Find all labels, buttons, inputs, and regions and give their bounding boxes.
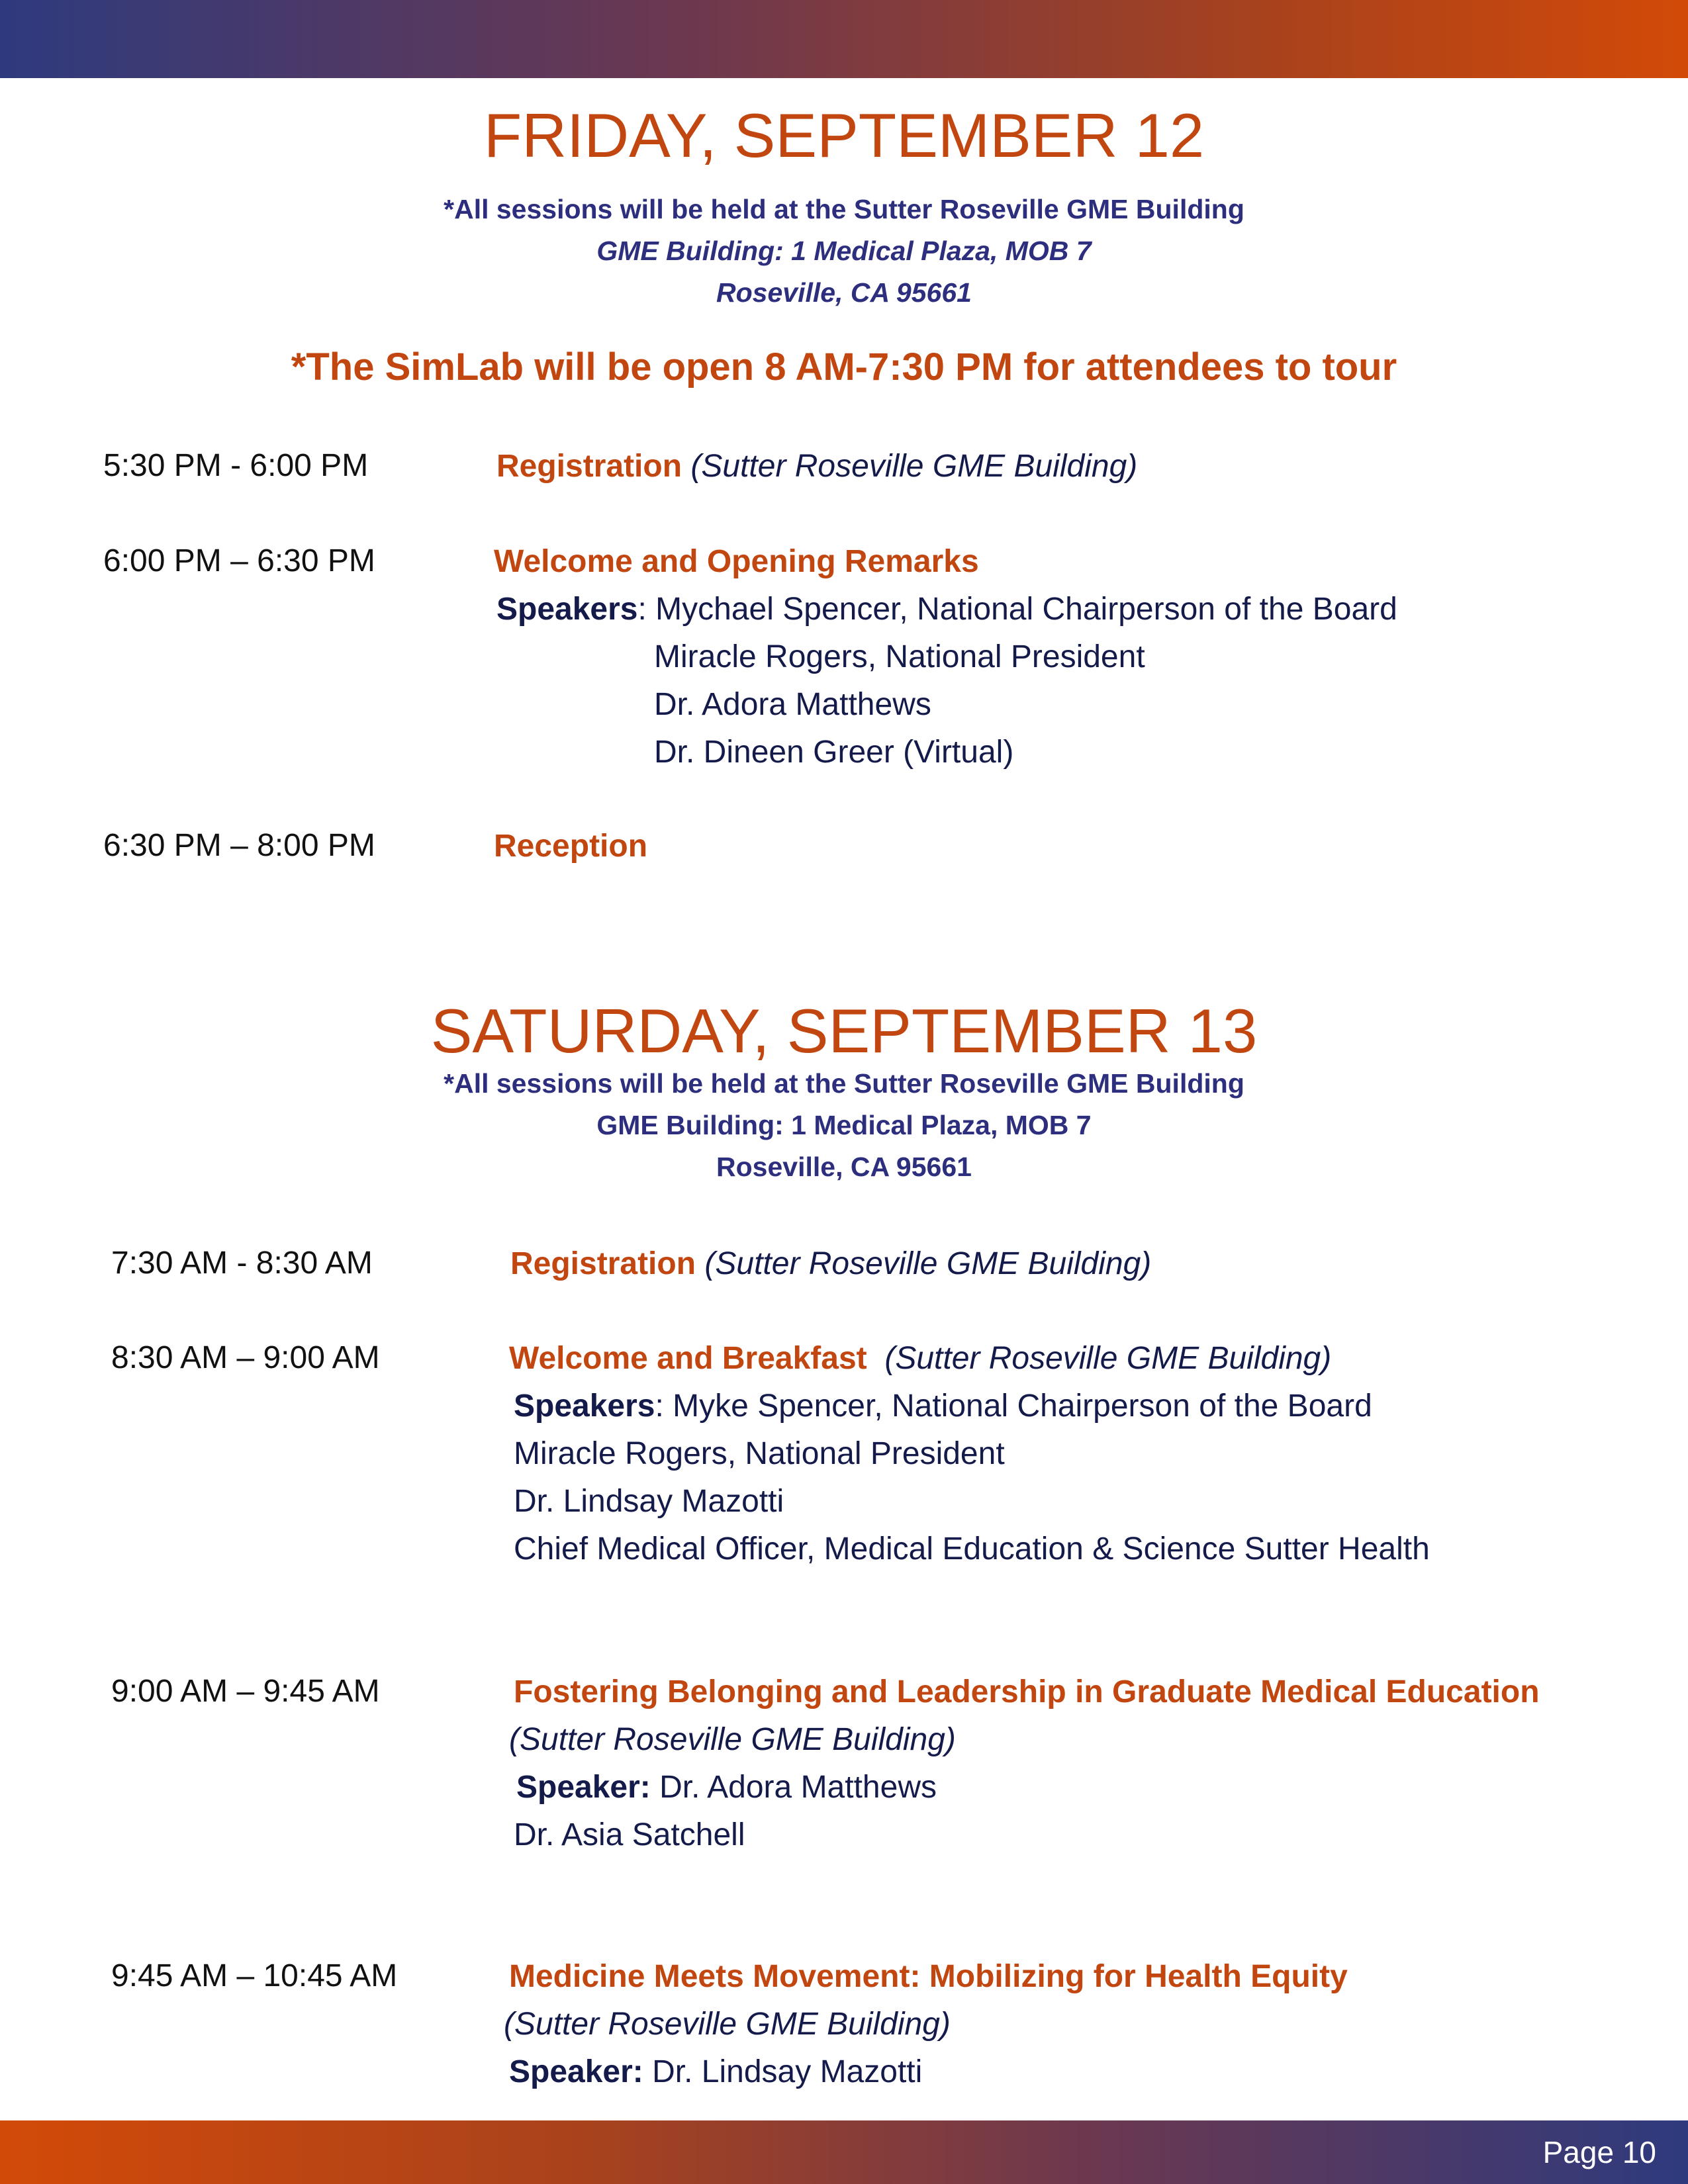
schedule-entry <box>510 1240 1151 1288</box>
friday-venue-line2: GME Building: 1 Medical Plaza, MOB 7 <box>596 236 1092 266</box>
saturday-venue-line2: GME Building: 1 Medical Plaza, MOB 7 <box>596 1110 1092 1140</box>
saturday-venue-line1: *All sessions will be held at the Sutter Roseville GME Building <box>444 1068 1244 1099</box>
speaker-name: Dr. Dineen Greer (Virtual) <box>654 735 1014 770</box>
simlab-notice: *The SimLab will be open 8 AM-7:30 PM for attendees to tour <box>291 345 1397 388</box>
speakers-label: Speakers <box>496 592 638 627</box>
friday-venue-line3: Roseville, CA 95661 <box>716 277 972 308</box>
session-location: (Sutter Roseville GME Building) <box>704 1246 1152 1281</box>
speaker-name: Dr. Asia Satchell <box>514 1817 745 1852</box>
session-title: Welcome and Opening Remarks <box>494 544 979 579</box>
page-number: Page 10 <box>1542 2135 1656 2169</box>
speaker-name: Dr. Lindsay Mazotti <box>652 2054 923 2089</box>
schedule-time: 6:30 PM – 8:00 PM <box>103 828 375 863</box>
speakers-line <box>516 1764 937 1811</box>
schedule-entry <box>494 823 647 870</box>
speaker-name: Miracle Rogers, National President <box>514 1436 1005 1471</box>
schedule-time: 9:45 AM – 10:45 AM <box>111 1958 398 1993</box>
schedule-time: 9:00 AM – 9:45 AM <box>111 1674 380 1709</box>
speaker-name: Mychael Spencer, National Chairperson of the Board <box>655 592 1397 627</box>
speakers-line: Speakers: Myke Spencer, National Chairperson of the Board <box>514 1388 1372 1424</box>
speakers-label: Speaker: <box>516 1770 651 1805</box>
schedule-entry <box>514 1668 1540 1716</box>
schedule-entry <box>494 538 979 586</box>
session-location: (Sutter Roseville GME Building) <box>509 1722 956 1757</box>
schedule-time: 8:30 AM – 9:00 AM <box>111 1340 380 1375</box>
session-title: Fostering Belonging and Leadership in Graduate Medical Education <box>514 1674 1540 1709</box>
schedule-time: 5:30 PM - 6:00 PM <box>103 448 369 483</box>
speakers-line: Speakers: Mychael Spencer, National Chairperson of the Board <box>496 592 1397 627</box>
top-gradient-bar <box>0 0 1688 78</box>
session-title: Medicine Meets Movement: Mobilizing for Health Equity <box>509 1959 1348 1994</box>
friday-venue-line1: *All sessions will be held at the Sutter Roseville GME Building <box>444 194 1244 224</box>
bottom-gradient-bar <box>0 2120 1688 2184</box>
session-location: (Sutter Roseville GME Building) <box>690 449 1138 484</box>
saturday-title: SATURDAY, SEPTEMBER 13 <box>430 996 1258 1066</box>
session-location: (Sutter Roseville GME Building) <box>884 1341 1332 1376</box>
schedule-entry <box>509 1953 1348 2001</box>
session-title: Reception <box>494 829 648 864</box>
speakers-line <box>509 2048 922 2096</box>
session-title: Welcome and Breakfast <box>509 1341 867 1376</box>
saturday-venue-line3: Roseville, CA 95661 <box>716 1152 972 1182</box>
speakers-label: Speakers <box>514 1388 655 1424</box>
speaker-name: Miracle Rogers, National President <box>654 639 1145 674</box>
speakers-label: Speaker: <box>509 2054 643 2089</box>
session-title: Registration <box>510 1246 696 1281</box>
speaker-name: Chief Medical Officer, Medical Education & Science Sutter Health <box>514 1531 1430 1567</box>
schedule-entry <box>509 1335 1331 1383</box>
schedule-entry <box>496 443 1137 490</box>
friday-title: FRIDAY, SEPTEMBER 12 <box>483 101 1205 170</box>
speaker-name: Dr. Adora Matthews <box>659 1770 937 1805</box>
schedule-time: 6:00 PM – 6:30 PM <box>103 543 375 578</box>
session-location: (Sutter Roseville GME Building) <box>504 2007 951 2042</box>
schedule-time: 7:30 AM - 8:30 AM <box>111 1246 373 1281</box>
speaker-name: Myke Spencer, National Chairperson of the Board <box>673 1388 1372 1424</box>
session-title: Registration <box>496 449 682 484</box>
speaker-name: Dr. Lindsay Mazotti <box>514 1484 784 1519</box>
speaker-name: Dr. Adora Matthews <box>654 687 931 722</box>
